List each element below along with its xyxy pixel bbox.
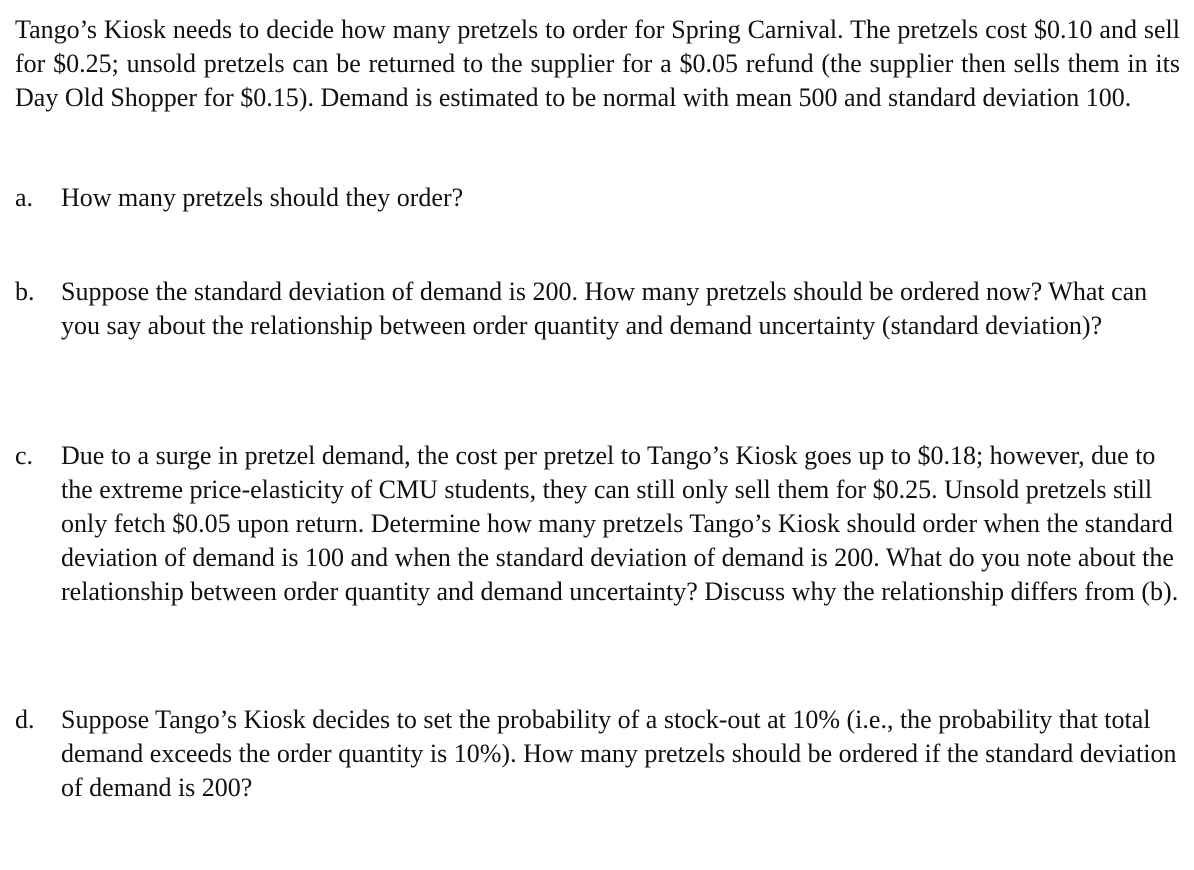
question-b [15,275,1180,343]
question-d [15,703,1180,805]
question-a [15,181,1180,215]
problem-document [15,13,1180,802]
question-a-letter: a. [15,183,34,212]
question-b-text: Suppose the standard deviation of demand is 200. How many pretzels should be ordered now? What can you say about the relationship between order quantity and demand uncertainty (standard deviation)? [61,277,1148,340]
question-a-text: How many pretzels should they order? [61,183,464,212]
question-c [15,439,1180,609]
problem-intro: Tango’s Kiosk needs to decide how many pretzels to order for Spring Carnival. The pretzels cost $0.10 and sell for $0.25; unsold pretzels can be returned to the supplier for a $0.05 refund (the supplier then sells them in its Day Old Shopper for $0.15). Demand is estimated to be normal with mean 500 and standard deviation 100. [15,15,1180,112]
question-d-letter: d. [15,705,35,734]
question-b-letter: b. [15,277,35,306]
question-d-text: Suppose Tango’s Kiosk decides to set the probability of a stock-out at 10% (i.e., the probability that total demand exceeds the order quantity is 10%). How many pretzels should be ordered if the standard deviation of demand is 200? [61,705,1177,802]
question-c-text: Due to a surge in pretzel demand, the cost per pretzel to Tango’s Kiosk goes up to $0.18; however, due to the extreme price-elasticity of CMU students, they can still only sell them for $0.25. Unsold pretzels still only fetch $0.05 upon return. Determine how many pretzels Tango’s Kiosk should order when the standard deviation of demand is 100 and when the standard deviation of demand is 200. What do you note about the relationship between order quantity and demand uncertainty? Discuss why the relationship differs from (b). [61,441,1179,606]
question-c-letter: c. [15,441,34,470]
